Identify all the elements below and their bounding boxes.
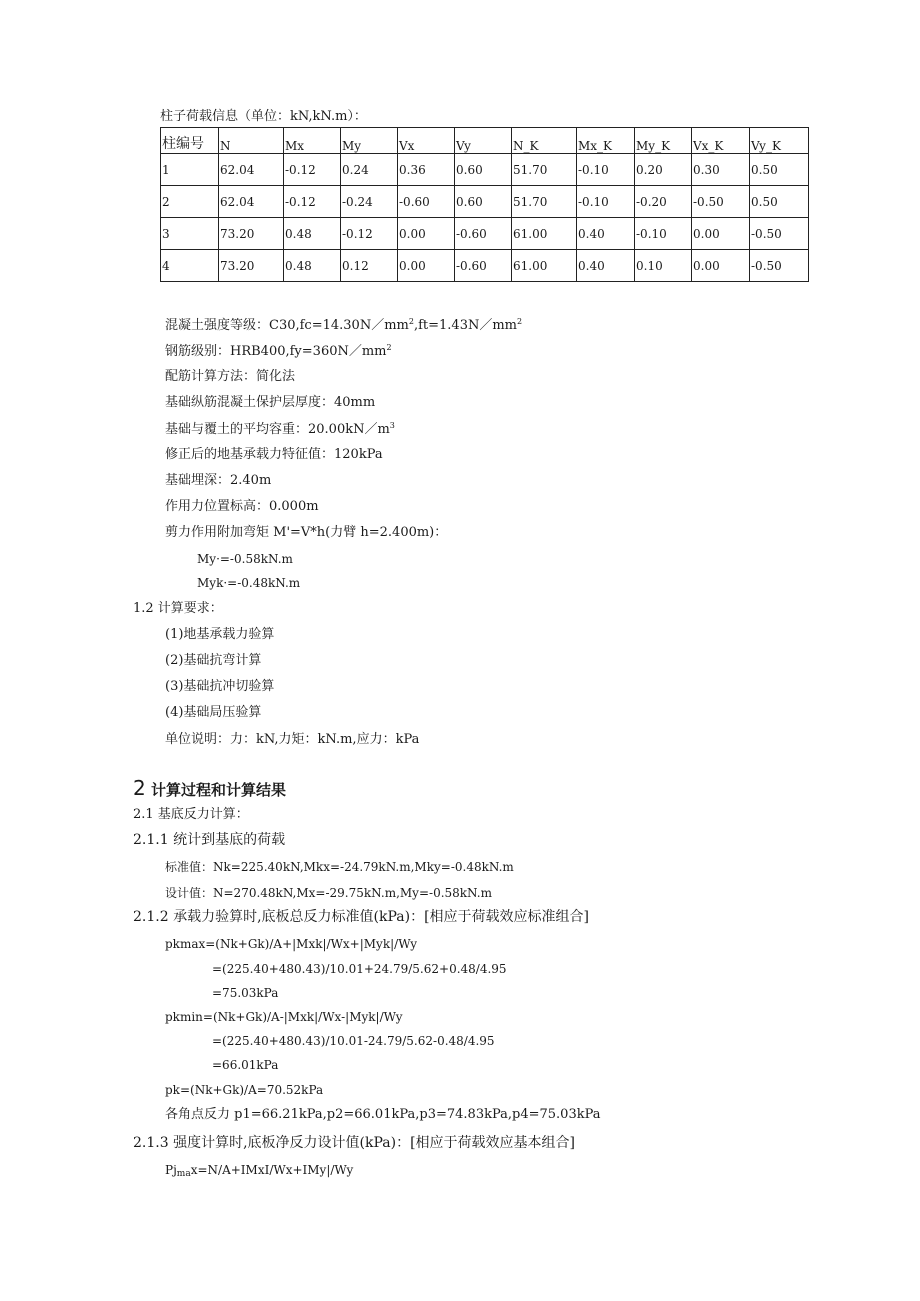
section-1-2-title: 1.2 计算要求：	[133, 601, 223, 616]
table-cell: -0.10	[635, 218, 692, 250]
corner-reactions: 各角点反力 p1=66.21kPa,p2=66.01kPa,p3=74.83kPa,p4=75.03kPa	[165, 1107, 601, 1122]
table-cell: 2	[161, 186, 219, 218]
table-cell: 0.00	[692, 218, 750, 250]
table-header-cell: My_K	[635, 128, 692, 154]
table-cell: 61.00	[512, 218, 577, 250]
table-cell: 0.36	[398, 154, 455, 186]
table-cell: -0.12	[284, 154, 341, 186]
table-cell: 0.24	[341, 154, 398, 186]
table-cell: 0.50	[750, 186, 809, 218]
table-cell: -0.12	[341, 218, 398, 250]
table-cell: 0.00	[398, 250, 455, 282]
unit-weight: 基础与覆土的平均容重：$20.00kN/m^3$	[165, 421, 395, 437]
table-cell: 0.40	[577, 250, 635, 282]
table-cell: -0.20	[635, 186, 692, 218]
pkmin-substitution: =(225.40+480.43)/10.01-24.79/5.62-0.48/4.95	[212, 1034, 495, 1048]
table-cell: 0.20	[635, 154, 692, 186]
requirement-item: (1)地基承载力验算	[165, 627, 275, 642]
table-cell: 1	[161, 154, 219, 186]
table-cell: 0.48	[284, 218, 341, 250]
table-header-cell: Mx	[284, 128, 341, 154]
table-cell: 51.70	[512, 186, 577, 218]
table-row	[161, 250, 809, 282]
table-header-row	[161, 128, 809, 154]
table-cell: 4	[161, 250, 219, 282]
section-2-heading: 2 计算过程和计算结果	[133, 776, 286, 800]
table-header-cell: N	[219, 128, 284, 154]
pjmax-formula: $Pj_{ma}x=N/A+IMxI/Wx+IMy|/Wy$	[165, 1163, 354, 1179]
table-row	[161, 218, 809, 250]
pkmin-result: =66.01kPa	[212, 1058, 279, 1072]
requirement-item: (4)基础局压验算	[165, 705, 262, 720]
table-caption: 柱子荷载信息（单位：kN,kN.m）：	[160, 109, 367, 124]
myk-value: Myk·=-0.48kN.m	[197, 576, 301, 590]
section-2-1-title: 2.1 基底反力计算：	[133, 807, 249, 822]
requirement-item: (3)基础抗冲切验算	[165, 679, 275, 694]
concrete-cover: 基础纵筋混凝土保护层厚度：40mm	[165, 395, 376, 410]
steel-grade: 钢筋级别：$HRB400,fy=360N/mm^2$	[165, 343, 392, 359]
table-body	[161, 154, 809, 282]
table-header-cell: Vy_K	[750, 128, 809, 154]
table-header-cell: My	[341, 128, 398, 154]
pkmax-result: =75.03kPa	[212, 986, 279, 1000]
section-2-1-1-title: 2.1.1 统计到基底的荷载	[133, 832, 286, 848]
table-cell: -0.10	[577, 154, 635, 186]
table-cell: 0.00	[692, 250, 750, 282]
pkmax-formula: pkmax=(Nk+Gk)/A+|Mxk|/Wx+|Myk|/Wy	[165, 937, 418, 951]
table-cell: -0.24	[341, 186, 398, 218]
table-cell: 0.30	[692, 154, 750, 186]
table-cell: 0.12	[341, 250, 398, 282]
table-cell: 0.50	[750, 154, 809, 186]
table-cell: -0.10	[577, 186, 635, 218]
table-cell: -0.60	[455, 218, 512, 250]
table-cell: 0.10	[635, 250, 692, 282]
section-2-1-3-title: 2.1.3 强度计算时,底板净反力设计值(kPa)：[相应于荷载效应基本组合]	[133, 1135, 575, 1151]
burial-depth: 基础埋深：2.40m	[165, 473, 272, 488]
table-header-cell: Mx_K	[577, 128, 635, 154]
table-header-cell: 柱编号	[161, 128, 219, 154]
reinforcement-method: 配筋计算方法：简化法	[165, 369, 296, 384]
table-cell: -0.50	[750, 218, 809, 250]
pkmin-formula: pkmin=(Nk+Gk)/A-|Mxk|/Wx-|Myk|/Wy	[165, 1010, 403, 1024]
table-header-cell: Vx_K	[692, 128, 750, 154]
pkmax-substitution: =(225.40+480.43)/10.01+24.79/5.62+0.48/4.95	[212, 962, 507, 976]
table-cell: 0.40	[577, 218, 635, 250]
section-2-1-2-title: 2.1.2 承载力验算时,底板总反力标准值(kPa)：[相应于荷载效应标准组合]	[133, 909, 589, 925]
bearing-capacity: 修正后的地基承载力特征值：120kPa	[165, 447, 383, 462]
table-header-cell: N_K	[512, 128, 577, 154]
my-value: My·=-0.58kN.m	[197, 552, 293, 566]
table-cell: 0.48	[284, 250, 341, 282]
table-cell: 62.04	[219, 186, 284, 218]
concrete-grade: 混凝土强度等级：$C30,fc=14.30N/mm^2,ft=1.43N/mm^2$	[165, 317, 523, 333]
force-elevation: 作用力位置标高：0.000m	[165, 499, 319, 514]
table-header-cell: Vy	[455, 128, 512, 154]
table-cell: 73.20	[219, 218, 284, 250]
table-cell: 0.00	[398, 218, 455, 250]
table-cell: -0.50	[692, 186, 750, 218]
standard-values: 标准值：Nk=225.40kN,Mkx=-24.79kN.m,Mky=-0.48kN.m	[165, 860, 514, 874]
table-cell: 61.00	[512, 250, 577, 282]
table-cell: 51.70	[512, 154, 577, 186]
table-row	[161, 154, 809, 186]
table-cell: -0.12	[284, 186, 341, 218]
table-cell: -0.60	[398, 186, 455, 218]
table-cell: 62.04	[219, 154, 284, 186]
column-load-table	[160, 127, 809, 282]
design-values: 设计值：N=270.48kN,Mx=-29.75kN.m,My=-0.58kN.m	[165, 886, 492, 900]
table-row	[161, 186, 809, 218]
table-cell: 0.60	[455, 154, 512, 186]
table-cell: 0.60	[455, 186, 512, 218]
requirement-item: (2)基础抗弯计算	[165, 653, 262, 668]
table-cell: 73.20	[219, 250, 284, 282]
table-cell: -0.60	[455, 250, 512, 282]
shear-moment-note: 剪力作用附加弯矩 M'=V*h(力臂 h=2.400m)：	[165, 525, 448, 540]
units-note: 单位说明：力：kN,力矩：kN.m,应力：kPa	[165, 732, 420, 747]
table-cell: -0.50	[750, 250, 809, 282]
pk-result: pk=(Nk+Gk)/A=70.52kPa	[165, 1083, 324, 1097]
table-cell: 3	[161, 218, 219, 250]
table-header-cell: Vx	[398, 128, 455, 154]
